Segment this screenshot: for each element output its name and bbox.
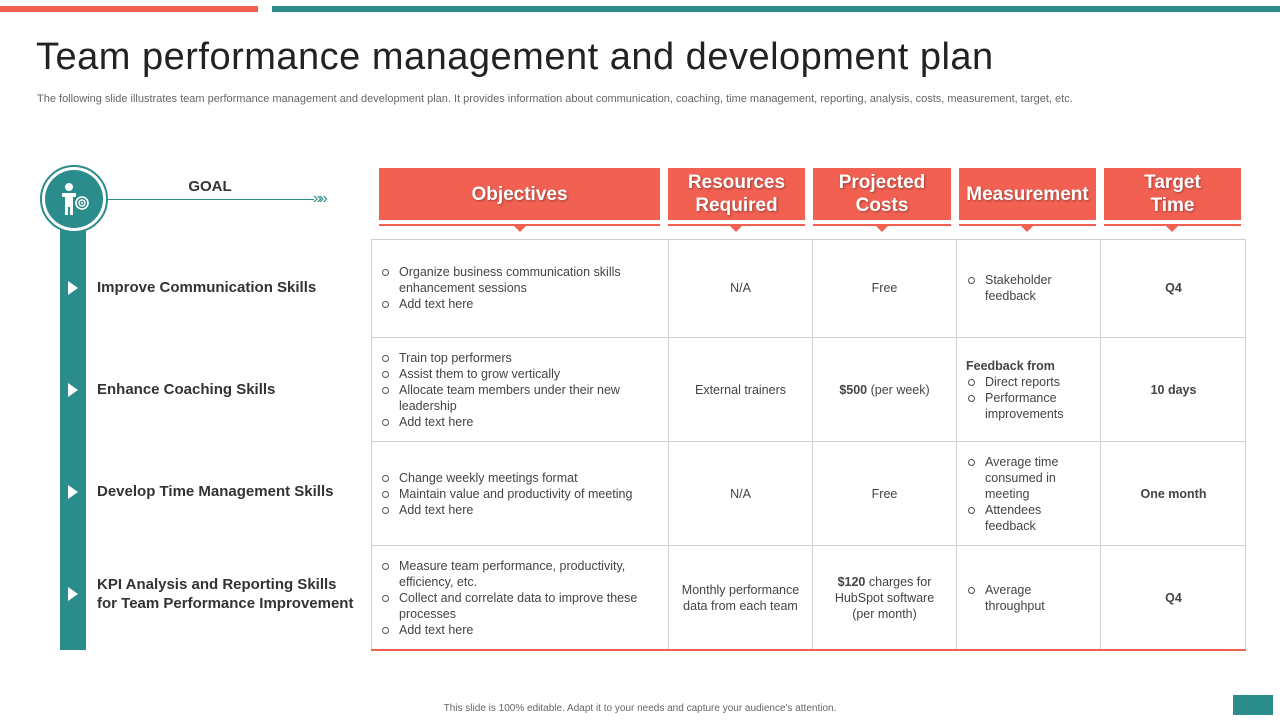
cost-amount: $500 xyxy=(839,382,868,397)
table-row-1-cost xyxy=(813,239,956,337)
goal-item xyxy=(60,380,360,400)
resources-value-line1: Monthly performance xyxy=(681,582,800,597)
header-objectives xyxy=(379,168,660,220)
target-value: 10 days xyxy=(1150,382,1197,397)
table-row-2-resources xyxy=(669,338,812,441)
header-pointer-icon xyxy=(1021,226,1033,232)
table-divider xyxy=(956,239,957,650)
table-row-1-objectives xyxy=(380,239,658,337)
objective-item: Add text here xyxy=(380,296,658,312)
table-row-3-objectives xyxy=(380,442,658,545)
header-target-line1: Target xyxy=(1144,172,1201,193)
table-row-3-measurement xyxy=(966,442,1094,545)
header-costs-line1: Projected xyxy=(838,172,926,193)
table-row-2-objectives xyxy=(380,338,658,441)
play-arrow-icon xyxy=(68,485,78,499)
table-row-2-cost xyxy=(813,338,956,441)
measurement-item: Average throughput xyxy=(966,582,1065,614)
measurement-item: Stakeholder feedback xyxy=(966,272,1065,304)
table-row-3-resources xyxy=(669,442,812,545)
table-row-4-cost xyxy=(813,546,956,649)
measurement-item: Average time consumed in meeting xyxy=(966,454,1077,502)
objective-item: Train top performers xyxy=(380,350,658,366)
objective-item: Maintain value and productivity of meeting xyxy=(380,486,658,502)
table-row-2-measurement xyxy=(966,338,1094,441)
table-row-1-target xyxy=(1101,239,1246,337)
table-row-1-measurement xyxy=(966,239,1094,337)
goal-connector-line xyxy=(108,199,314,200)
cost-unit: (per week) xyxy=(867,382,930,397)
corner-accent-box xyxy=(1233,695,1273,715)
table-row-4-resources xyxy=(669,546,812,649)
objective-item: Assist them to grow vertically xyxy=(380,366,658,382)
objective-item: Organize business communication skills enhancement sessions xyxy=(380,264,658,296)
play-arrow-icon xyxy=(68,383,78,397)
measurement-item: Direct reports xyxy=(966,374,1094,390)
play-arrow-icon xyxy=(68,281,78,295)
header-resources-line2: Required xyxy=(695,195,778,216)
table-row-2-target xyxy=(1101,338,1246,441)
target-value: Q4 xyxy=(1165,281,1182,295)
cost-unit: charges for xyxy=(865,574,932,589)
resources-value: N/A xyxy=(730,281,751,295)
table-bottom-rule xyxy=(371,649,1246,651)
table-row-3-target xyxy=(1101,442,1246,545)
header-measurement-label: Measurement xyxy=(966,183,1089,205)
header-pointer-icon xyxy=(730,226,742,232)
page-subtitle: The following slide illustrates team performance management and development plan. It provides information about communication, coaching, time management, reporting, analysis, costs, measurement, target, etc. xyxy=(37,93,1073,105)
cost-value: Free xyxy=(871,281,898,295)
objective-item: Add text here xyxy=(380,502,658,518)
header-target xyxy=(1104,168,1241,220)
target-value: One month xyxy=(1140,486,1207,501)
objective-item: Collect and correlate data to improve these processes xyxy=(380,590,658,622)
table-row-3-cost xyxy=(813,442,956,545)
cost-value-line1 xyxy=(838,574,932,590)
header-measurement xyxy=(959,168,1096,220)
cost-value-line2: HubSpot software xyxy=(834,590,935,605)
objective-item: Measure team performance, productivity, efficiency, etc. xyxy=(380,558,658,590)
goal-label: GOAL xyxy=(188,178,232,195)
header-resources xyxy=(668,168,805,220)
header-target-line2: Time xyxy=(1150,195,1195,216)
header-costs-line2: Costs xyxy=(855,195,909,216)
header-costs xyxy=(813,168,951,220)
goal-item-label: KPI Analysis and Reporting Skills for Team Performance Improvement xyxy=(97,576,354,612)
resources-value: External trainers xyxy=(694,382,786,397)
goal-item-label: Improve Communication Skills xyxy=(97,279,317,296)
cost-amount: $120 xyxy=(837,574,866,589)
cost-value-line3: (per month) xyxy=(852,606,917,621)
table-row-4-measurement xyxy=(966,546,1094,649)
objective-item: Change weekly meetings format xyxy=(380,470,658,486)
header-pointer-icon xyxy=(876,226,888,232)
cost-value: Free xyxy=(871,486,898,501)
page-title: Team performance management and development plan xyxy=(36,36,994,78)
play-arrow-icon xyxy=(68,587,78,601)
target-value: Q4 xyxy=(1165,590,1182,605)
header-resources-line1: Resources xyxy=(687,172,786,193)
resources-value-line2: data from each team xyxy=(683,598,798,613)
table-row-4-objectives xyxy=(380,546,658,649)
header-pointer-icon xyxy=(1166,226,1178,232)
goal-item xyxy=(60,575,360,612)
cost-value xyxy=(839,382,929,398)
objective-item: Add text here xyxy=(380,622,658,638)
table-row-4-target xyxy=(1101,546,1246,649)
goal-item xyxy=(60,482,360,502)
footer-note: This slide is 100% editable. Adapt it to your needs and capture your audience's attention. xyxy=(443,703,837,714)
chevrons-right-icon: »» xyxy=(313,190,325,207)
measurement-heading: Feedback from xyxy=(966,358,1055,373)
goal-item-label: Develop Time Management Skills xyxy=(97,483,334,500)
resources-value: N/A xyxy=(730,486,751,501)
objective-item: Allocate team members under their new leadership xyxy=(380,382,658,414)
header-objectives-label: Objectives xyxy=(471,183,568,205)
goal-item-label: Enhance Coaching Skills xyxy=(97,381,276,398)
measurement-item: Performance improvements xyxy=(966,390,1094,422)
objective-item: Add text here xyxy=(380,414,658,430)
top-accent-bar-coral xyxy=(0,6,258,12)
table-row-1-resources xyxy=(669,239,812,337)
goal-item xyxy=(60,278,360,298)
measurement-item: Attendees feedback xyxy=(966,502,1065,534)
header-pointer-icon xyxy=(514,226,526,232)
top-accent-bar-teal xyxy=(272,6,1280,12)
person-target-icon xyxy=(52,177,96,221)
